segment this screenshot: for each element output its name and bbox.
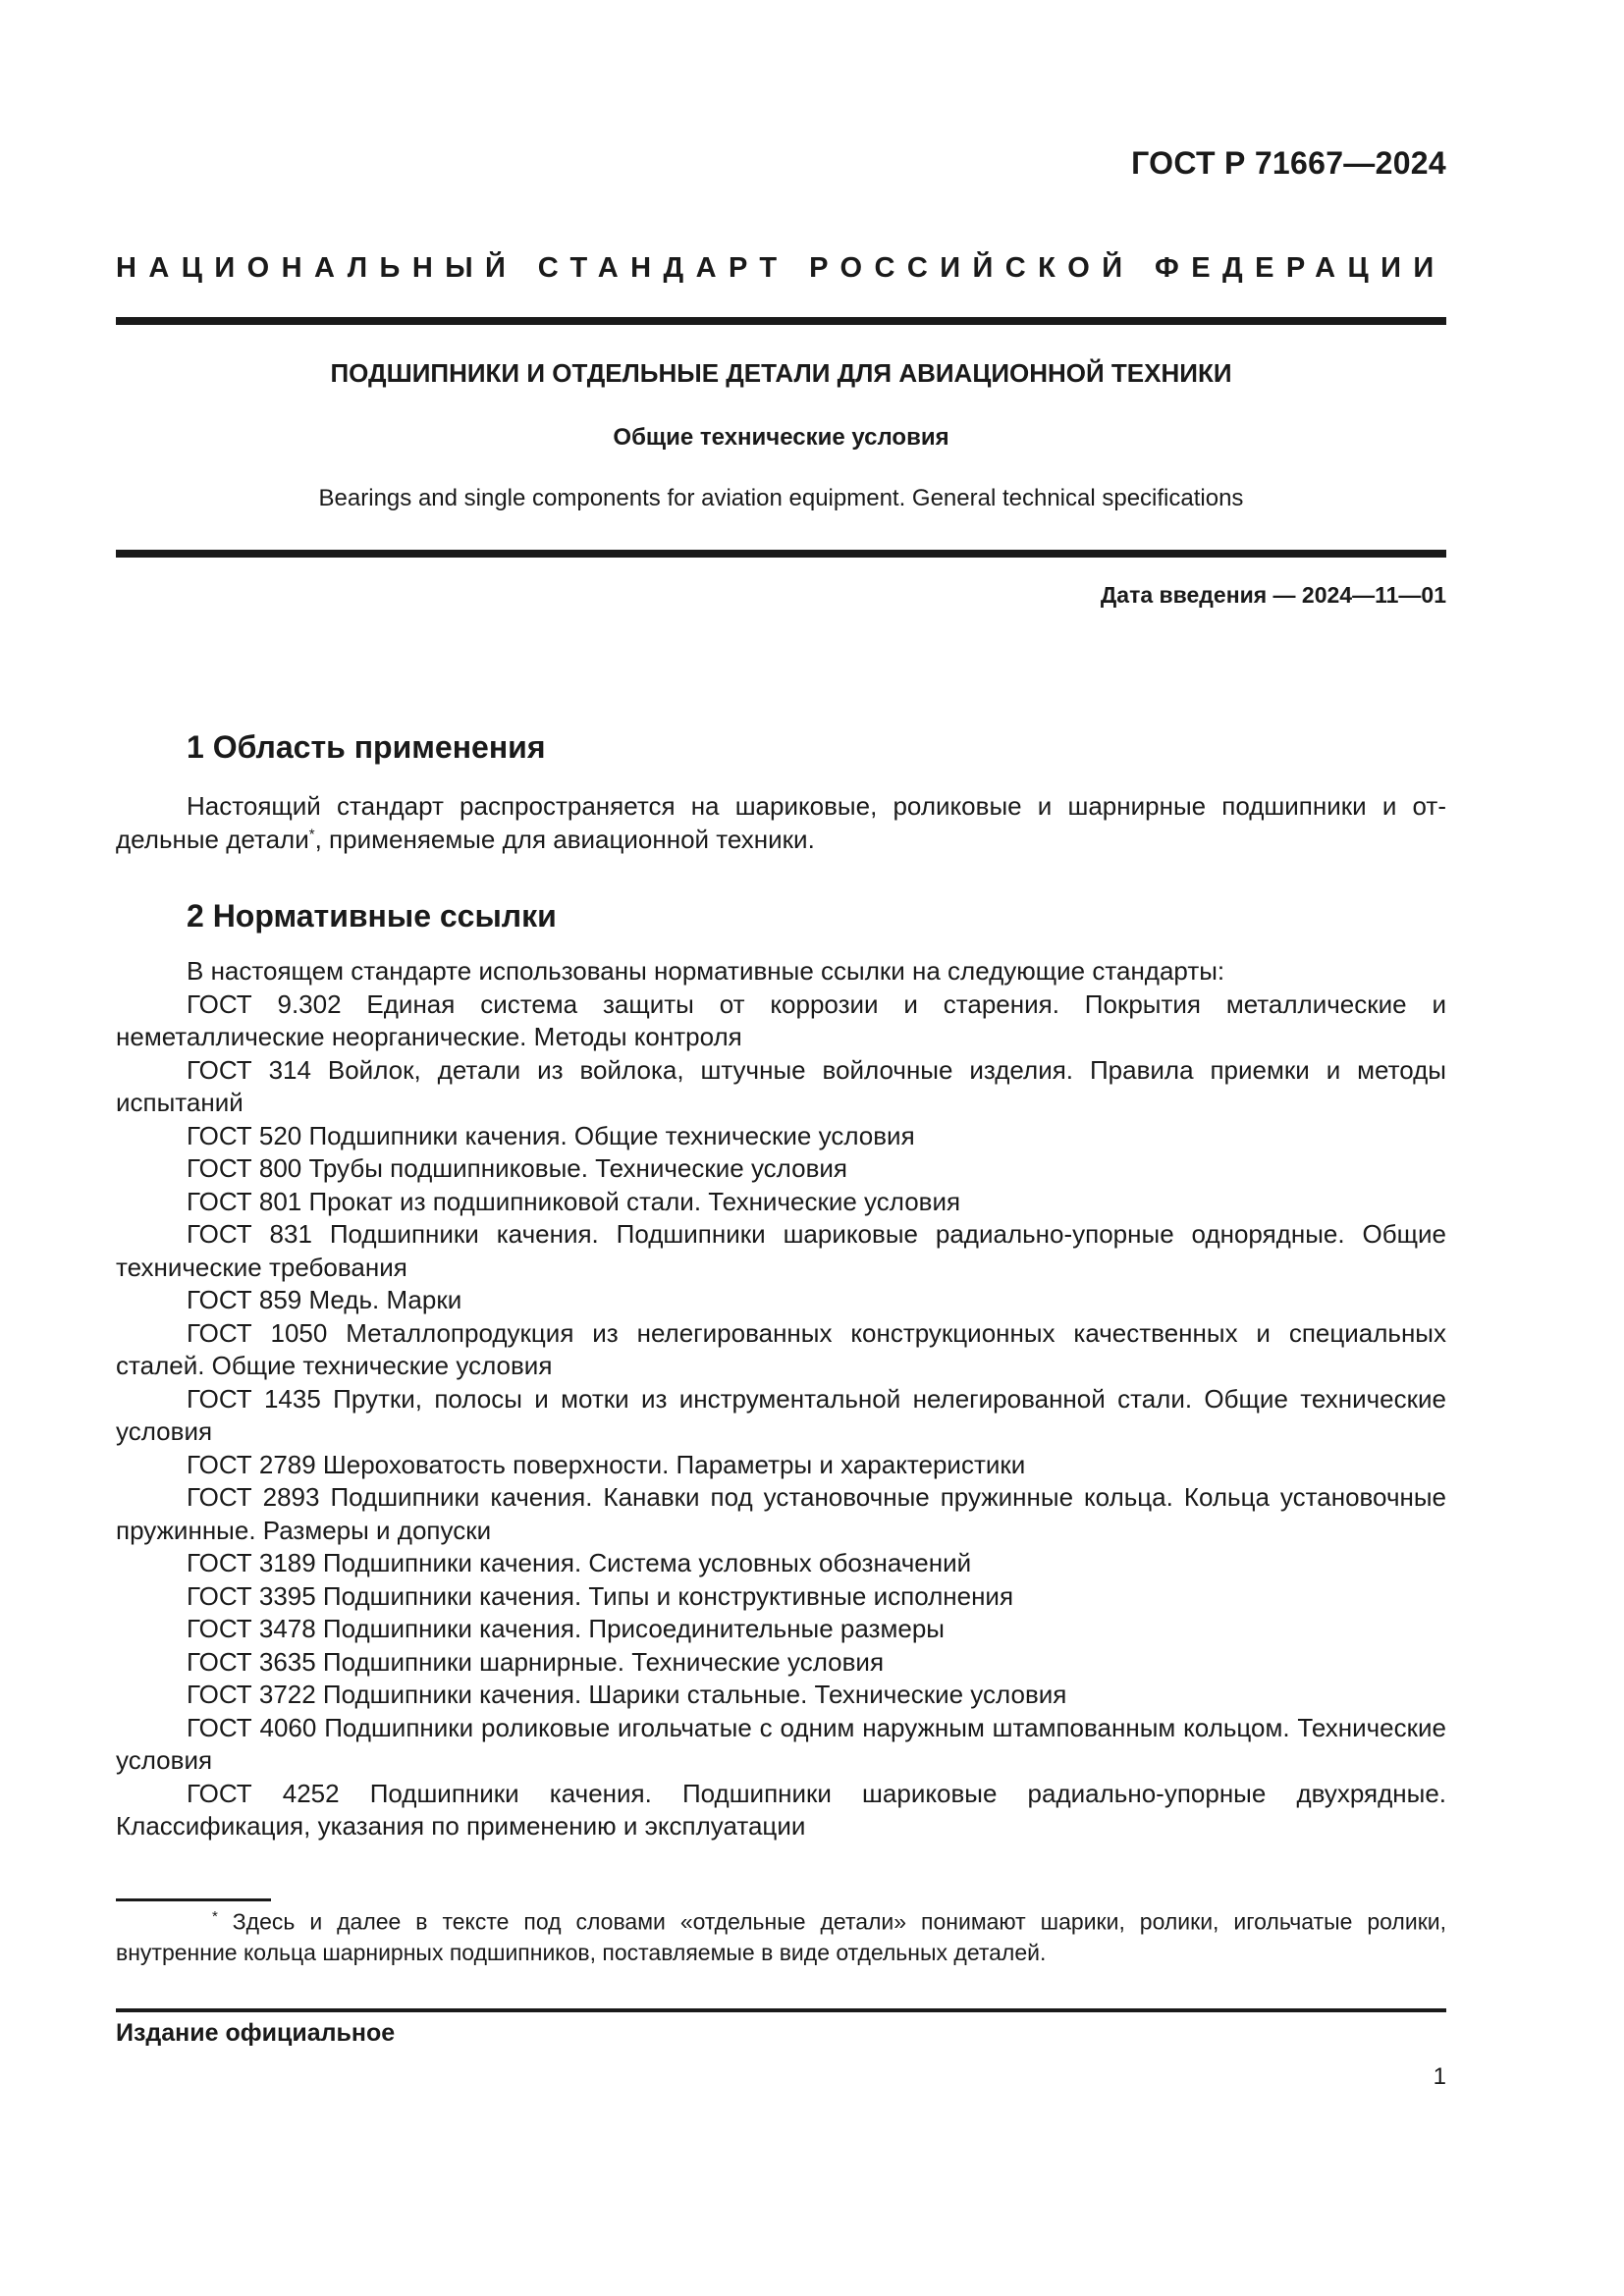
- document-title: ПОДШИПНИКИ И ОТДЕЛЬНЫЕ ДЕТАЛИ ДЛЯ АВИАЦИОННОЙ ТЕХНИКИ: [330, 358, 1232, 388]
- top-rule: [116, 317, 1446, 325]
- footnote-mark: *: [308, 825, 315, 842]
- national-standard-heading: [116, 252, 1446, 285]
- document-code: ГОСТ Р 71667—2024: [1131, 145, 1446, 181]
- document-subtitle: Общие технические условия: [613, 424, 949, 451]
- reference-item: ГОСТ 3478 Подшипники качения. Присоединительные размеры: [187, 1614, 945, 1643]
- reference-item: ГОСТ 3189 Подшипники качения. Система условных обозначений: [187, 1548, 972, 1577]
- scope-text-end: , применяемые для авиационной техники.: [314, 824, 815, 854]
- footnote-mark: *: [212, 1908, 218, 1925]
- references-intro: В настоящем стандарте использованы нормативные ссылки на следующие стандарты:: [187, 956, 1225, 986]
- reference-item: ГОСТ 1050 Металлопродукция из нелегированных конструкционных качественных и специальных сталей. Общие технические условия: [116, 1317, 1446, 1380]
- edition-label: Издание официальное: [116, 2019, 396, 2047]
- section-scope: [116, 727, 1446, 856]
- reference-item: ГОСТ 859 Медь. Марки: [187, 1285, 462, 1314]
- reference-item: ГОСТ 2893 Подшипники качения. Канавки под установочные пружинные кольца. Кольца установочные пружинные. Размеры и допуски: [116, 1482, 1446, 1545]
- section-heading: 1 Область применения: [187, 729, 546, 765]
- page-number: 1: [1433, 2063, 1446, 2090]
- reference-item: ГОСТ 520 Подшипники качения. Общие технические условия: [187, 1120, 915, 1150]
- national-standard-text: НАЦИОНАЛЬНЫЙ СТАНДАРТ РОССИЙСКОЙ ФЕДЕРАЦИИ: [116, 252, 1446, 284]
- section-heading: 2 Нормативные ссылки: [187, 898, 557, 934]
- reference-item: ГОСТ 831 Подшипники качения. Подшипники шариковые радиально-упорные однорядные. Общие технические требования: [116, 1219, 1446, 1282]
- footer-rule: [116, 2008, 1446, 2012]
- footnote: [116, 1901, 1446, 1968]
- references-list: [116, 988, 1446, 1843]
- footnote-text: Здесь и далее в тексте под словами «отдельные детали» понимают шарики, ролики, игольчатые ролики, внутренние кольца шарнирных подшипников, поставляемые в виде отдельных деталей.: [116, 1908, 1446, 1965]
- scope-text: Настоящий стандарт распространяется на шариковые, роликовые и шарнирные подшипники и от-дельные детали: [116, 791, 1446, 854]
- reference-item: ГОСТ 2789 Шероховатость поверхности. Параметры и характеристики: [187, 1449, 1026, 1479]
- section-normative-references: [116, 896, 1446, 1843]
- introduction-date: Дата введения — 2024—11—01: [1100, 582, 1446, 608]
- title-bottom-rule: [116, 550, 1446, 558]
- reference-item: ГОСТ 1435 Прутки, полосы и мотки из инструментальной нелегированной стали. Общие технические условия: [116, 1383, 1446, 1446]
- scope-paragraph: [116, 790, 1446, 856]
- reference-item: ГОСТ 3722 Подшипники качения. Шарики стальные. Технические условия: [187, 1680, 1067, 1709]
- reference-item: ГОСТ 3395 Подшипники качения. Типы и конструктивные исполнения: [187, 1580, 1014, 1611]
- document-title-english: Bearings and single components for aviation equipment. General technical specifications: [318, 485, 1244, 511]
- reference-item: ГОСТ 800 Трубы подшипниковые. Технические условия: [187, 1153, 847, 1183]
- reference-item: ГОСТ 9.302 Единая система защиты от коррозии и старения. Покрытия металлические и неметаллические неорганические. Методы контроля: [116, 988, 1446, 1051]
- reference-item: ГОСТ 801 Прокат из подшипниковой стали. Технические условия: [187, 1186, 961, 1216]
- reference-item: ГОСТ 314 Войлок, детали из войлока, штучные войлочные изделия. Правила приемки и методы испытаний: [116, 1054, 1446, 1117]
- reference-item: ГОСТ 4252 Подшипники качения. Подшипники шариковые радиально-упорные двухрядные. Классификация, указания по применению и эксплуатации: [116, 1778, 1446, 1841]
- reference-item: ГОСТ 3635 Подшипники шарнирные. Технические условия: [187, 1646, 885, 1677]
- reference-item: ГОСТ 4060 Подшипники роликовые игольчатые с одним наружным штампованным кольцом. Технические условия: [116, 1712, 1446, 1775]
